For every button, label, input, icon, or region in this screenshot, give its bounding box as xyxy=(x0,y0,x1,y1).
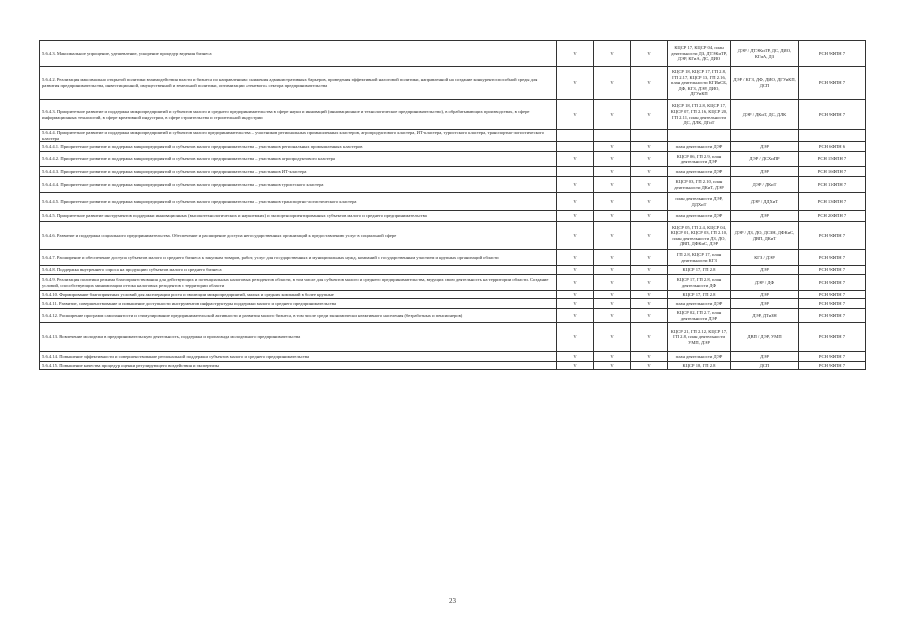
period-1-mark: V xyxy=(557,41,594,67)
period-3-mark xyxy=(631,130,668,142)
responsible-executor: ДЭР / ДКиТ, ДС, ДЛК xyxy=(731,100,799,130)
implementation-document: КЦСР 17, КЦСР 04, план деятельности ДЗ, ДТЭКиТР, ДЭР, КГиА, ДС, ДИО xyxy=(668,41,731,67)
implementation-document: КЦСР 18, ГП 2.8 xyxy=(668,362,731,370)
table-row xyxy=(40,309,866,323)
result-code: РСН 9ФПН 7 xyxy=(799,291,866,299)
measure-description: 5.6.4.9. Реализация политики режима благоприятствования для действующих и потенциальных налоговых резидентов области, в том числе для субъектов малого и среднего предпринимательства, ведущих свою деятельность на территории области. Создание условий, способствующих минимизации оттока налоговых резидентов с территории области xyxy=(40,275,557,291)
period-2-mark: V xyxy=(594,211,631,222)
responsible-executor: ДСП xyxy=(731,362,799,370)
table-row xyxy=(40,250,866,266)
measure-description: 5.6.4.5. Приоритетное развитие инструментов поддержки инновационных (высокотехнологических и наукоемких) и экспортноориентированных субъектов малого и среднего предпринимательства xyxy=(40,211,557,222)
responsible-executor: ДЭР / ДФ xyxy=(731,275,799,291)
period-1-mark xyxy=(557,167,594,177)
result-code: РСН 9ФПН 7 xyxy=(799,352,866,362)
responsible-executor: ДЭР, ДТиЗН xyxy=(731,309,799,323)
period-1-mark: V xyxy=(557,193,594,211)
measure-description: 5.6.4.8. Поддержка внутреннего спроса на продукцию субъектов малого и среднего бизнеса xyxy=(40,266,557,275)
period-3-mark: V xyxy=(631,211,668,222)
result-code: РСН 9ФПН 7 xyxy=(799,222,866,250)
responsible-executor: ДЭР / ДКиТ xyxy=(731,177,799,193)
implementation-document: ГП 2.8, КЦСР 17, план деятельности КГЗ xyxy=(668,250,731,266)
measure-description: 5.6.4.4.2. Приоритетное развитие и поддержка микропредприятий и субъектов малого предпринимательства – участников агропродуктового кластера xyxy=(40,152,557,167)
measure-description: 5.6.4.10. Формирование благоприятных условий для акселерации роста и эволюции микропредприятий, малых и средних компаний в более крупные xyxy=(40,291,557,299)
responsible-executor: ДЭР xyxy=(731,352,799,362)
period-1-mark: V xyxy=(557,211,594,222)
measure-description: 5.6.4.3. Максимальное упрощение, удешевление, ускорение процедур ведения бизнеса xyxy=(40,41,557,67)
period-2-mark: V xyxy=(594,142,631,152)
period-2-mark: V xyxy=(594,362,631,370)
period-1-mark: V xyxy=(557,222,594,250)
measure-description: 5.6.4.4.3. Приоритетное развитие и поддержка микропредприятий и субъектов малого предпринимательства – участников ИТ-кластера xyxy=(40,167,557,177)
result-code: РСН 13ФПН 7 xyxy=(799,193,866,211)
responsible-executor: ДЭР xyxy=(731,299,799,309)
result-code: РСН 16ФПН 7 xyxy=(799,167,866,177)
period-3-mark: V xyxy=(631,266,668,275)
period-1-mark: V xyxy=(557,152,594,167)
implementation-document: план деятельности ДЭР xyxy=(668,142,731,152)
measure-description: 5.6.4.6. Развитие и поддержка социального предпринимательства. Обеспечение и расширение доступа негосударственных организаций к предоставлению услуг в социальной сфере xyxy=(40,222,557,250)
period-1-mark xyxy=(557,130,594,142)
period-3-mark: V xyxy=(631,250,668,266)
measure-description: 5.6.4.15. Повышение качества процедур оценки регулирующего воздействия и экспертизы xyxy=(40,362,557,370)
period-2-mark: V xyxy=(594,193,631,211)
responsible-executor: КГЗ / ДЭР xyxy=(731,250,799,266)
period-2-mark: V xyxy=(594,266,631,275)
implementation-document: КЦСР 18, КЦСР 17, ГП 2.8, ГП 2.17, КЦСР 13, ГП 2.16, план деятельности КГИиСБ, ДФ, КГЗ, ДЭР, ДИО, ДГУиКП xyxy=(668,67,731,100)
responsible-executor: ДЭР / ДТЭКиТР, ДС, ДИО, КГиА, ДЗ xyxy=(731,41,799,67)
table-row xyxy=(40,177,866,193)
period-2-mark: V xyxy=(594,177,631,193)
implementation-document: КЦСР 17, ГП 2.8 xyxy=(668,291,731,299)
responsible-executor: ДЭР xyxy=(731,266,799,275)
period-2-mark: V xyxy=(594,100,631,130)
table-body xyxy=(40,41,866,370)
responsible-executor xyxy=(731,130,799,142)
period-1-mark: V xyxy=(557,67,594,100)
period-2-mark: V xyxy=(594,291,631,299)
responsible-executor: ДЭР / КГЗ, ДФ, ДИО, ДГУиКП, ДСП xyxy=(731,67,799,100)
period-2-mark: V xyxy=(594,299,631,309)
result-code: РСН 15ФПН 7 xyxy=(799,152,866,167)
period-2-mark xyxy=(594,130,631,142)
measures-table xyxy=(39,40,866,370)
period-2-mark: V xyxy=(594,67,631,100)
period-1-mark: V xyxy=(557,362,594,370)
period-1-mark: V xyxy=(557,323,594,352)
measure-description: 5.6.4.12. Расширение программ самозанятости и стимулирование предпринимательской активности и развития малого бизнеса, в том числе среди экономически неактивного населения (безработных и пенсионеров) xyxy=(40,309,557,323)
measure-description: 5.6.4.2. Реализация максимально открытой политики взаимодействия власти и бизнеса по направлениям: снижения административных барьеров, проведения эффективной налоговой политики, направленной на создание конкурентоспособной среды для развития предпринимательства, инвестиционной, имущественной и земельной политики, оптимизации «теневого» сектора предпринимательства xyxy=(40,67,557,100)
period-3-mark: V xyxy=(631,291,668,299)
period-3-mark: V xyxy=(631,100,668,130)
implementation-document: КЦСР 21, ГП 2.12, КЦСР 17, ГП 2.8, план деятельности УМП, ДЭР xyxy=(668,323,731,352)
responsible-executor: ДЭР xyxy=(731,211,799,222)
period-3-mark: V xyxy=(631,177,668,193)
result-code: РСН 6ФПН 6 xyxy=(799,142,866,152)
responsible-executor: ДЭР / ДСХиПР xyxy=(731,152,799,167)
implementation-document: план деятельности ДЭР xyxy=(668,167,731,177)
period-3-mark: V xyxy=(631,41,668,67)
implementation-document: КЦСР 18, ГП 2.8, КЦСР 17, КЦСР 07, ГП 2.16, КЦСР 20, ГП 2.11, план деятельности ДС, ДЛК, ДГиТ xyxy=(668,100,731,130)
responsible-executor: ДЭР / ДЗ, ДО, ДСЗН, ДФКиС, ДВП, ДКиТ xyxy=(731,222,799,250)
period-1-mark: V xyxy=(557,299,594,309)
period-3-mark: V xyxy=(631,275,668,291)
table-row xyxy=(40,142,866,152)
implementation-document: план деятельности ДЭР xyxy=(668,299,731,309)
period-2-mark: V xyxy=(594,352,631,362)
period-2-mark: V xyxy=(594,250,631,266)
result-code: РСН 9ФПН 7 xyxy=(799,266,866,275)
responsible-executor: ДЭР / ДДХиТ xyxy=(731,193,799,211)
period-3-mark: V xyxy=(631,299,668,309)
table-row xyxy=(40,167,866,177)
page-number: 23 xyxy=(449,597,456,605)
period-3-mark: V xyxy=(631,193,668,211)
period-3-mark: V xyxy=(631,362,668,370)
result-code: РСН 9ФПН 7 xyxy=(799,362,866,370)
implementation-document: КЦСР 02, ГП 2.7, план деятельности ДЭР xyxy=(668,309,731,323)
implementation-document: КЦСР 05, ГП 2.4, КЦСР 04, КЦСР 01, КЦСР 03, ГП 2.10, план деятельности ДЗ, ДО, ДВП, ДФКиС, ДЭР xyxy=(668,222,731,250)
table-row xyxy=(40,211,866,222)
result-code: РСН 9ФПН 7 xyxy=(799,67,866,100)
responsible-executor: ДЭР xyxy=(731,167,799,177)
result-code: РСН 9ФПН 7 xyxy=(799,299,866,309)
period-2-mark: V xyxy=(594,167,631,177)
implementation-document: КЦСР 03, ГП 2.10, план деятельности ДКиТ, ДЭР xyxy=(668,177,731,193)
table-row xyxy=(40,323,866,352)
implementation-document: план деятельности ДЭР xyxy=(668,211,731,222)
period-1-mark: V xyxy=(557,250,594,266)
table-row xyxy=(40,130,866,142)
table-row xyxy=(40,299,866,309)
table-row xyxy=(40,352,866,362)
period-2-mark: V xyxy=(594,222,631,250)
responsible-executor: ДЭР xyxy=(731,291,799,299)
measure-description: 5.6.4.11. Развитие, совершенствование и повышение доступности инструментов инфраструктуры поддержки малого и среднего предпринимательства xyxy=(40,299,557,309)
implementation-document: КЦСР 06, ГП 2.9, план деятельности ДЭР xyxy=(668,152,731,167)
period-2-mark: V xyxy=(594,275,631,291)
result-code: РСН 11ФПН 7 xyxy=(799,177,866,193)
period-3-mark: V xyxy=(631,167,668,177)
period-1-mark: V xyxy=(557,275,594,291)
period-2-mark: V xyxy=(594,323,631,352)
table-row xyxy=(40,193,866,211)
period-1-mark: V xyxy=(557,266,594,275)
measure-description: 5.6.4.4. Приоритетное развитие и поддержка микропредприятий и субъектов малого предпринимательства – участников региональных промышленных кластеров, агропродуктового кластера, ИТ-кластера, туристского кластера, транспортно-логистического кластера xyxy=(40,130,557,142)
result-code: РСН 9ФПН 7 xyxy=(799,250,866,266)
result-code xyxy=(799,130,866,142)
implementation-document xyxy=(668,130,731,142)
table-row xyxy=(40,67,866,100)
result-code: РСН 9ФПН 7 xyxy=(799,100,866,130)
measure-description: 5.6.4.7. Расширение и обеспечение доступа субъектов малого и среднего бизнеса к закупкам товаров, работ, услуг для государственных и муниципальных нужд, компаний с государственным участием и крупных организаций области xyxy=(40,250,557,266)
period-3-mark: V xyxy=(631,309,668,323)
measure-description: 5.6.4.13. Вовлечение молодежи в предпринимательскую деятельность, поддержка и пропаганда молодежного предпринимательства xyxy=(40,323,557,352)
period-1-mark: V xyxy=(557,291,594,299)
table-row xyxy=(40,41,866,67)
period-2-mark: V xyxy=(594,152,631,167)
table-row xyxy=(40,266,866,275)
period-1-mark xyxy=(557,142,594,152)
implementation-document: план деятельности ДЭР, ДДХиТ xyxy=(668,193,731,211)
table-row xyxy=(40,100,866,130)
table-row xyxy=(40,222,866,250)
period-3-mark: V xyxy=(631,67,668,100)
period-3-mark: V xyxy=(631,142,668,152)
period-1-mark: V xyxy=(557,100,594,130)
table-row xyxy=(40,362,866,370)
result-code: РСН 9ФПН 7 xyxy=(799,309,866,323)
result-code: РСН 20ФПН 7 xyxy=(799,211,866,222)
implementation-document: КЦСР 17, ГП 2.8, план деятельности ДФ xyxy=(668,275,731,291)
result-code: РСН 9ФПН 7 xyxy=(799,275,866,291)
period-1-mark: V xyxy=(557,177,594,193)
period-3-mark: V xyxy=(631,222,668,250)
result-code: РСН 9ФПН 7 xyxy=(799,323,866,352)
implementation-document: КЦСР 17, ГП 2.8 xyxy=(668,266,731,275)
period-3-mark: V xyxy=(631,152,668,167)
period-2-mark: V xyxy=(594,309,631,323)
result-code: РСН 9ФПН 7 xyxy=(799,41,866,67)
responsible-executor: ДВП / ДЭР, УМП xyxy=(731,323,799,352)
implementation-document: план деятельности ДЭР xyxy=(668,352,731,362)
period-3-mark: V xyxy=(631,323,668,352)
table-row xyxy=(40,152,866,167)
responsible-executor: ДЭР xyxy=(731,142,799,152)
measure-description: 5.6.4.4.5. Приоритетное развитие и поддержка микропредприятий и субъектов малого предпринимательства – участников транспортно-логистического кластера xyxy=(40,193,557,211)
measure-description: 5.6.4.4.1. Приоритетное развитие и поддержка микропредприятий и субъектов малого предпринимательства – участников региональных промышленных кластеров xyxy=(40,142,557,152)
measure-description: 5.6.4.3. Приоритетное развитие и поддержка микропредприятий и субъектов малого и среднего предпринимательства в сфере науки и инноваций (инновационное и технологическое предпринимательство), в обрабатывающих производствах, в сфере информационных технологий, в сфере креативной индустрии, в сфере строительства и строительной индустрии xyxy=(40,100,557,130)
period-3-mark: V xyxy=(631,352,668,362)
table-row xyxy=(40,275,866,291)
period-1-mark: V xyxy=(557,352,594,362)
table-row xyxy=(40,291,866,299)
period-1-mark: V xyxy=(557,309,594,323)
measure-description: 5.6.4.4.4. Приоритетное развитие и поддержка микропредприятий и субъектов малого предпринимательства – участников туристского кластера xyxy=(40,177,557,193)
period-2-mark: V xyxy=(594,41,631,67)
measure-description: 5.6.4.14. Повышение эффективности и совершенствование региональной поддержки субъектов малого и среднего предпринимательства xyxy=(40,352,557,362)
